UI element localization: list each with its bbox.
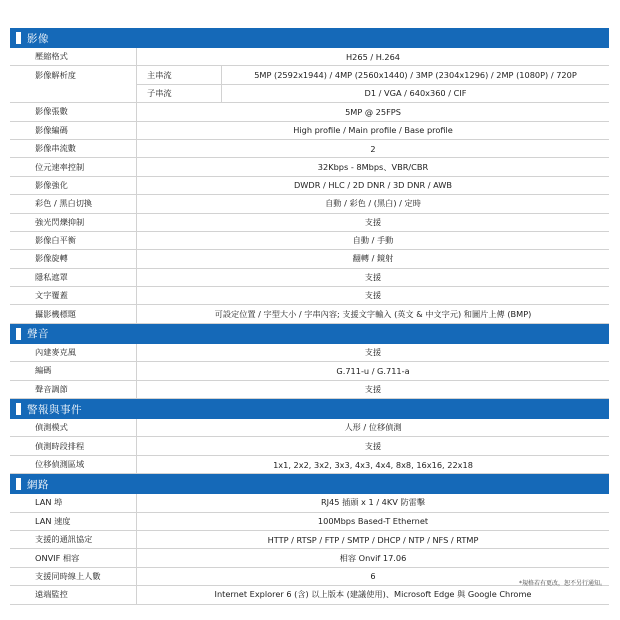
spec-sheet xyxy=(10,28,609,605)
spec-value: 支援 xyxy=(136,214,609,231)
spec-row xyxy=(10,344,609,362)
spec-sublabel: 主串流 xyxy=(136,66,222,83)
spec-value: 相容 Onvif 17.06 xyxy=(136,549,609,566)
spec-row xyxy=(10,456,609,474)
spec-row xyxy=(10,48,609,66)
spec-label: 影像強化 xyxy=(35,179,68,190)
spec-value: 自動 / 手動 xyxy=(136,232,609,249)
section-marker-icon xyxy=(16,403,21,415)
spec-label: 彩色 / 黑白切換 xyxy=(35,198,93,209)
spec-value: DWDR / HLC / 2D DNR / 3D DNR / AWB xyxy=(136,177,609,194)
spec-value: High profile / Main profile / Base profile xyxy=(136,122,609,139)
spec-value: 翻轉 / 鏡射 xyxy=(136,250,609,267)
spec-row xyxy=(10,232,609,250)
spec-label: 影像解析度 xyxy=(10,66,136,84)
section-title: 聲音 xyxy=(27,328,49,341)
spec-label: ONVIF 相容 xyxy=(35,552,80,563)
spec-value: 人形 / 位移偵測 xyxy=(136,419,609,436)
section-title: 影像 xyxy=(27,32,49,45)
spec-value: 支援 xyxy=(136,381,609,398)
spec-value: 6 xyxy=(136,568,609,585)
section-title: 網路 xyxy=(27,478,49,491)
spec-label: 內建麥克風 xyxy=(35,347,76,358)
spec-label: 位元速率控制 xyxy=(35,161,85,172)
spec-value: 100Mbps Based-T Ethernet xyxy=(136,513,609,530)
section-marker-icon xyxy=(16,32,21,44)
spec-value: H265 / H.264 xyxy=(136,48,609,65)
spec-label: 強光閃爍抑制 xyxy=(35,216,85,227)
spec-row xyxy=(10,250,609,268)
spec-label: 影像白平衡 xyxy=(35,235,76,246)
spec-row xyxy=(10,66,609,84)
spec-label: 支援的通訊協定 xyxy=(35,534,93,545)
spec-label: 攝影機標題 xyxy=(35,308,76,319)
spec-value: 1x1, 2x2, 3x2, 3x3, 4x3, 4x4, 8x8, 16x16, 22x18 xyxy=(136,456,609,473)
spec-row xyxy=(10,214,609,232)
spec-label: 遠端監控 xyxy=(35,589,68,600)
spec-row xyxy=(10,269,609,287)
spec-label: 位移偵測區域 xyxy=(35,459,85,469)
spec-value: 2 xyxy=(136,140,609,157)
section-marker-icon xyxy=(16,478,21,490)
spec-sublabel: 子串流 xyxy=(136,85,222,102)
spec-row xyxy=(10,531,609,549)
section-header xyxy=(10,324,609,344)
spec-row xyxy=(10,85,609,103)
spec-value: 可設定位置 / 字型大小 / 字串內容; 支援文字輸入 (英文 & 中文字元) 和圖片上傳 (BMP) xyxy=(136,305,609,322)
spec-label: 隱私遮罩 xyxy=(35,271,68,282)
section-header xyxy=(10,474,609,494)
spec-label: 影像旋轉 xyxy=(35,253,68,264)
spec-row xyxy=(10,513,609,531)
spec-value: D1 / VGA / 640x360 / CIF xyxy=(364,88,467,99)
spec-row xyxy=(10,381,609,399)
spec-row xyxy=(10,287,609,305)
spec-row xyxy=(10,140,609,158)
spec-label: 偵測模式 xyxy=(35,422,68,433)
section-header xyxy=(10,28,609,48)
spec-row xyxy=(10,103,609,121)
spec-value: 支援 xyxy=(136,269,609,286)
spec-row xyxy=(10,362,609,380)
spec-label: 偵測時段排程 xyxy=(35,440,85,451)
spec-value: 支援 xyxy=(136,287,609,304)
spec-row xyxy=(10,586,609,604)
spec-value: 5MP (2592x1944) / 4MP (2560x1440) / 3MP (2304x1296) / 2MP (1080P) / 720P xyxy=(254,70,577,81)
spec-value: Internet Explorer 6 (含) 以上版本 (建議使用)、Microsoft Edge 與 Google Chrome xyxy=(136,586,609,603)
spec-value: 支援 xyxy=(136,437,609,454)
spec-value: 自動 / 彩色 / (黑白) / 定時 xyxy=(136,195,609,212)
spec-row xyxy=(10,177,609,195)
spec-value: 支援 xyxy=(136,344,609,361)
spec-label: 支援同時線上人數 xyxy=(35,570,101,581)
spec-value: HTTP / RTSP / FTP / SMTP / DHCP / NTP / NFS / RTMP xyxy=(136,531,609,548)
spec-label: LAN 埠 xyxy=(35,497,63,508)
spec-row xyxy=(10,122,609,140)
spec-row xyxy=(10,195,609,213)
spec-label: LAN 速度 xyxy=(35,515,71,526)
spec-row xyxy=(10,305,609,323)
spec-label: 編碼 xyxy=(35,365,52,376)
spec-label: 聲音調節 xyxy=(35,383,68,394)
spec-value: 5MP @ 25FPS xyxy=(136,103,609,120)
spec-label: 影像編碼 xyxy=(35,124,68,135)
spec-label xyxy=(10,85,136,102)
section-marker-icon xyxy=(16,328,21,340)
spec-label: 壓縮格式 xyxy=(35,51,68,62)
spec-row xyxy=(10,549,609,567)
spec-value: RJ45 插頭 x 1 / 4KV 防雷擊 xyxy=(136,494,609,511)
spec-label: 影像張數 xyxy=(35,106,68,117)
footnote: *規格若有更改，恕不另行通知。 xyxy=(518,580,606,587)
spec-value: 32Kbps - 8Mbps、VBR/CBR xyxy=(136,158,609,175)
spec-value: G.711-u / G.711-a xyxy=(136,362,609,379)
spec-row xyxy=(10,419,609,437)
spec-label: 文字覆蓋 xyxy=(35,290,68,301)
spec-row xyxy=(10,494,609,512)
spec-row xyxy=(10,437,609,455)
spec-label: 影像串流數 xyxy=(35,143,76,154)
section-header xyxy=(10,399,609,419)
spec-row xyxy=(10,158,609,176)
section-title: 警報與事件 xyxy=(27,403,82,416)
